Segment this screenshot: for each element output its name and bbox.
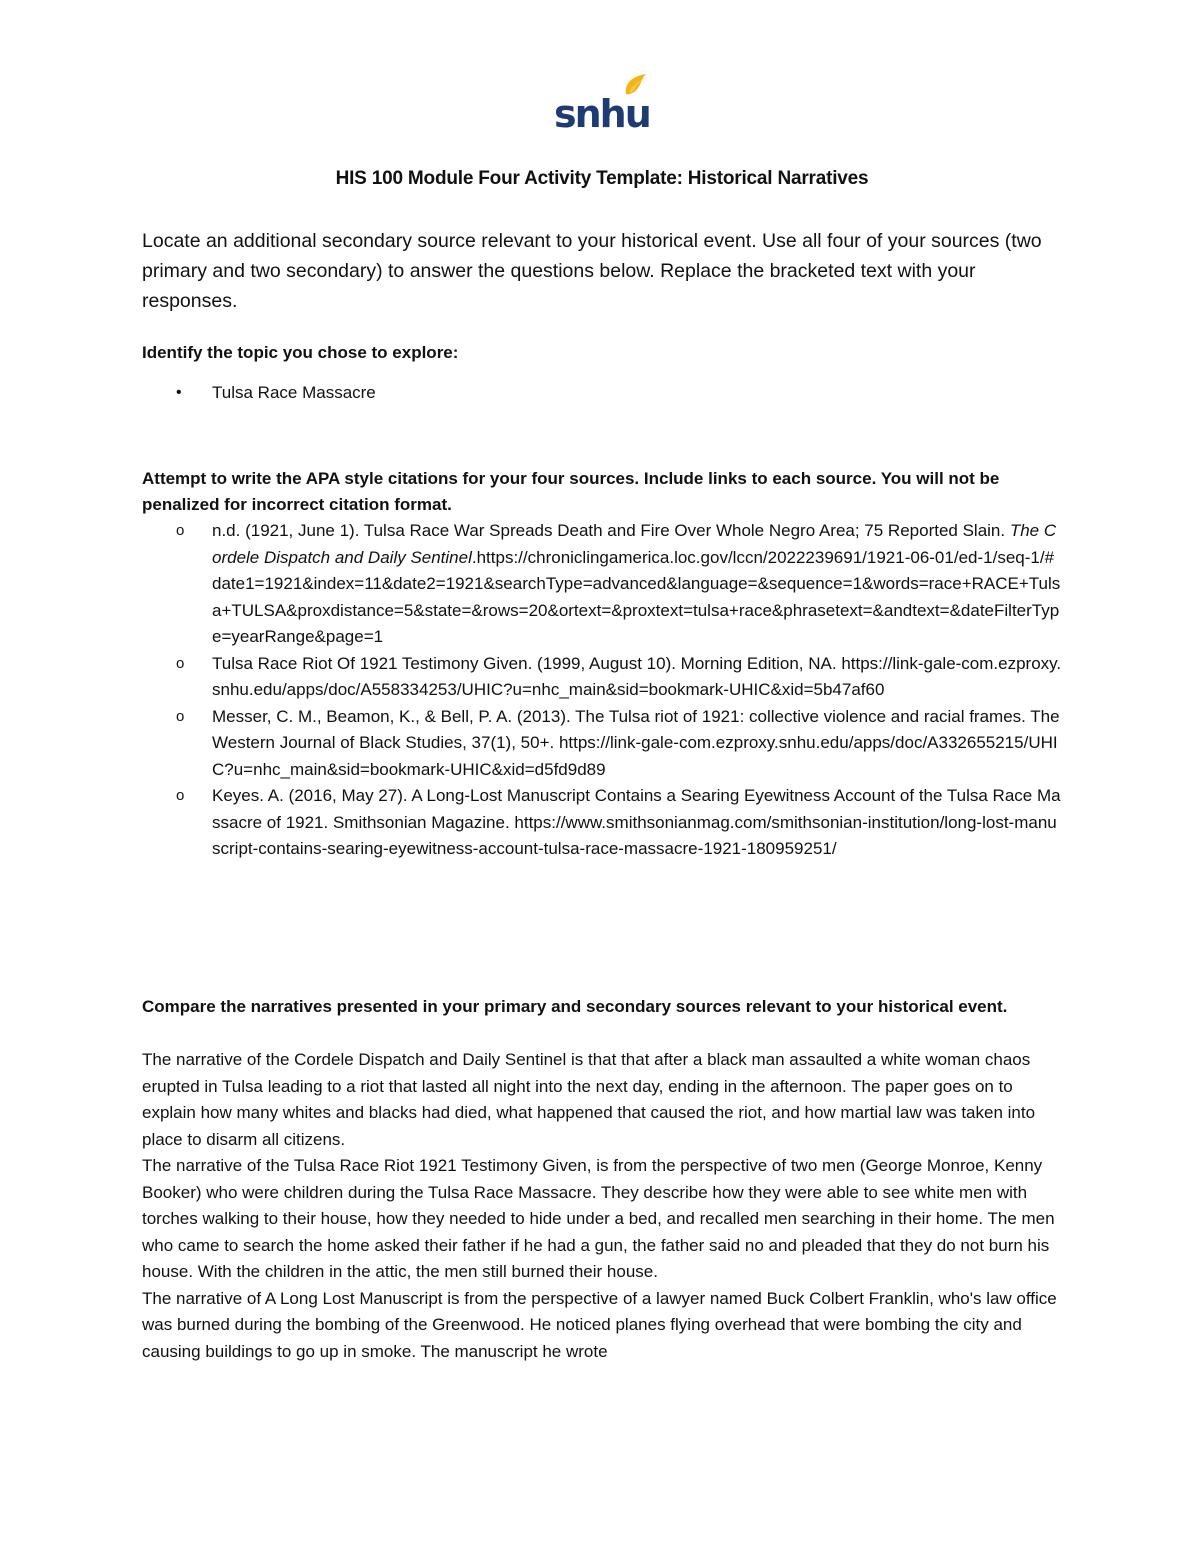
citation-item [142, 704, 1062, 784]
list-marker-icon: o [176, 522, 185, 539]
citation-text[interactable]: Keyes. A. (2016, May 27). A Long-Lost Manuscript Contains a Searing Eyewitness Account of the Tulsa Race Massacre of 1921. Smithsonian Magazine. https://www.smithsonianmag.com/smithsonian-institution/long-lost-manuscript-contains-searing-eyewitness-account-tulsa-race-massacre-1921-180959251/ [212, 786, 1061, 858]
snhu-logo [554, 72, 654, 134]
snhu-logo-mark [554, 72, 654, 134]
list-item [142, 380, 1062, 406]
topic-question: Identify the topic you chose to explore: [142, 343, 459, 362]
list-marker-icon: o [176, 707, 185, 725]
citation-item [142, 651, 1062, 704]
svg-text:snhu: snhu [554, 92, 650, 134]
bullet-icon: • [176, 384, 182, 401]
citation-source-title: The Cordele Dispatch and Daily Sentinel [212, 521, 1057, 567]
citations-question: Attempt to write the APA style citations for your four sources. Include links to each source. You will not be penalized for incorrect citation format. [142, 469, 1000, 514]
narrative-paragraph: The narrative of the Cordele Dispatch and Daily Sentinel is that that after a black man assaulted a white woman chaos erupted in Tulsa leading to a riot that lasted all night into the next day, ending in the afternoon. The paper goes on to explain how many whites and blacks had died, what happened that caused the riot, and how martial law was taken into place to disarm all citizens. [142, 1050, 1036, 1149]
list-marker-icon: o [176, 787, 185, 804]
citation-text[interactable]: Messer, C. M., Beamon, K., & Bell, P. A. (2013). The Tulsa riot of 1921: collective violence and racial frames. The Western Journal of Black Studies, 37(1), 50+. https://link-gale-com.ezproxy.snhu.edu/apps/doc/A332655215/UHIC?u=nhc_main&sid=bookmark-UHIC&xid=d5fd9d89 [212, 706, 1060, 779]
list-marker-icon: o [176, 654, 185, 672]
citation-item [142, 518, 1062, 651]
topic-list [142, 380, 1062, 406]
instructions: Locate an additional secondary source relevant to your historical event. Use all four of your sources (two primary and two secondary) to answer the questions below. Replace the bracketed text with your responses. [142, 230, 1042, 312]
citation-text[interactable]: Tulsa Race Riot Of 1921 Testimony Given. (1999, August 10). Morning Edition, NA. https://link-gale-com.ezproxy.snhu.edu/apps/doc/A558334253/UHIC?u=nhc_main&sid=bookmark-UHIC&xid=5b47af60 [212, 653, 1062, 699]
citation-item [142, 783, 1062, 863]
citation-link[interactable]: .https://chroniclingamerica.loc.gov/lccn/2022239691/1921-06-01/ed-1/seq-1/#date1=1921&index=11&date2=1921&searchType=advanced&language=&sequence=1&words=race+RACE+Tulsa+TULSA&proxdistance=5&state=&rows=20&ortext=&proxtext=tulsa+race&phrasetext=&andtext=&dateFilterType=yearRange&page=1 [212, 547, 1061, 646]
citations-list [142, 518, 1062, 863]
narrative-answers [142, 1047, 1062, 1365]
topic-answer: Tulsa Race Massacre [212, 383, 376, 402]
compare-question: Compare the narratives presented in your primary and secondary sources relevant to your historical event. [142, 997, 1008, 1016]
page-title: HIS 100 Module Four Activity Template: Historical Narratives [335, 168, 869, 189]
citation-text: n.d. (1921, June 1). Tulsa Race War Spreads Death and Fire Over Whole Negro Area; 75 Reported Slain. [212, 521, 1010, 540]
narrative-paragraph: The narrative of the Tulsa Race Riot 1921 Testimony Given, is from the perspective of two men (George Monroe, Kenny Booker) who were children during the Tulsa Race Massacre. They describe how they were able to see white men with torches walking to their house, how they needed to hide under a bed, and recalled men searching in their home. The men who came to search the home asked their father if he had a gun, the father said no and pleaded that they do not burn his house. With the children in the attic, the men still burned their house. [142, 1156, 1055, 1281]
narrative-paragraph: The narrative of A Long Lost Manuscript is from the perspective of a lawyer named Buck Colbert Franklin, who's law office was burned during the bombing of the Greenwood. He noticed planes flying overhead that were bombing the city and causing buildings to go up in smoke. The manuscript he wrote [142, 1288, 1057, 1361]
